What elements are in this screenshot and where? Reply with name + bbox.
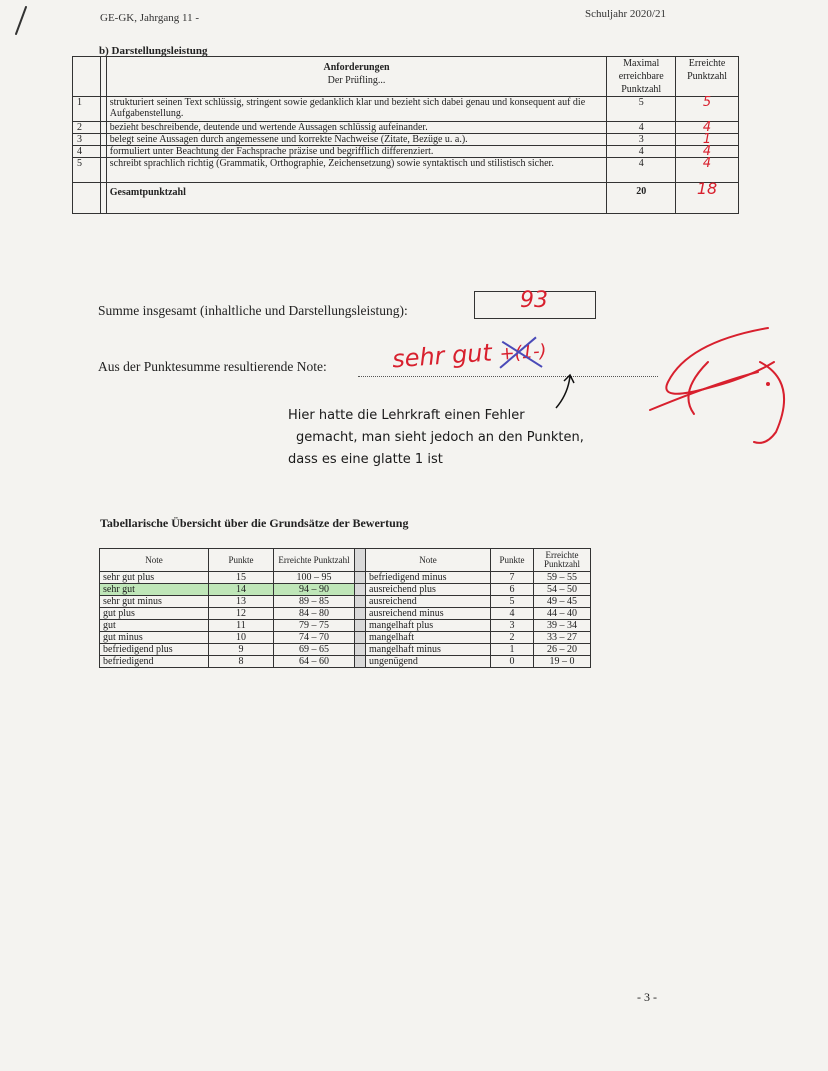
row-got: 4: [676, 122, 739, 134]
strike-cross-icon: [496, 334, 558, 374]
criteria-header-requirements: [106, 57, 607, 97]
grade-line: [358, 376, 658, 377]
signature-icon: [648, 322, 798, 452]
grading-row: sehr gut minus 13 89 – 85 ausreichend 5 49 – 45: [100, 596, 591, 608]
note-line-3: dass es eine glatte 1 ist: [288, 452, 443, 467]
criteria-row: [73, 122, 739, 134]
header-left: GE-GK, Jahrgang 11 -: [100, 12, 199, 24]
row-text: formuliert unter Beachtung der Fachsprache präzise und begrifflich differenziert.: [106, 146, 607, 158]
row-max: 4: [607, 158, 676, 183]
row-text: belegt seine Aussagen durch angemessene und korrekte Nachweise (Zitate, Bezüge u. a.).: [106, 134, 607, 146]
grading-table: [99, 548, 591, 668]
row-max: 5: [607, 97, 676, 122]
criteria-table: [72, 56, 739, 214]
grading-row: sehr gut plus 15 100 – 95 befriedigend minus 7 59 – 55: [100, 572, 591, 584]
note-line-2: gemacht, man sieht jedoch an den Punkten,: [296, 430, 584, 445]
row-got: 1: [676, 134, 739, 146]
criteria-row: [73, 134, 739, 146]
grading-row: gut 11 79 – 75 mangelhaft plus 3 39 – 34: [100, 620, 591, 632]
sum-value: 93: [520, 288, 548, 313]
row-number: 5: [73, 158, 101, 183]
criteria-row: [73, 97, 739, 122]
page-number: - 3 -: [637, 990, 657, 1004]
grading-table-title: Tabellarische Übersicht über die Grundsätze der Bewertung: [100, 516, 409, 530]
grading-row: gut minus 10 74 – 70 mangelhaft 2 33 – 27: [100, 632, 591, 644]
row-number: 3: [73, 134, 101, 146]
header-range: Erreichte Punktzahl: [274, 549, 355, 572]
row-text: strukturiert seinen Text schlüssig, stringent sowie gedanklich klar und bezieht sich dabei genau und konsequent auf die Aufgabenstellung.: [106, 97, 607, 122]
criteria-section-title: b) Darstellungsleistung: [99, 45, 208, 57]
header-note: Note: [100, 549, 209, 572]
row-text: schreibt sprachlich richtig (Grammatik, Orthographie, Zeichensetzung) sowie syntaktisch und stilistisch sicher.: [106, 158, 607, 183]
row-got: 4: [676, 158, 739, 183]
grade-value-handwritten: [391, 335, 547, 374]
grade-struck: +(1-): [499, 341, 547, 365]
grading-header-row: [100, 549, 591, 572]
grading-row-highlighted: sehr gut 14 94 – 90 ausreichend plus 6 54 – 50: [100, 584, 591, 596]
grading-row: gut plus 12 84 – 80 ausreichend minus 4 44 – 40: [100, 608, 591, 620]
req-sub: Der Prüfling...: [327, 75, 386, 86]
header-punkte-2: Punkte: [491, 549, 534, 572]
total-got: 18: [676, 183, 739, 214]
header-range-2: Erreichte Punktzahl: [534, 549, 591, 572]
criteria-header-row: [73, 57, 739, 97]
header-punkte: Punkte: [209, 549, 274, 572]
col-got-header: Erreichte Punktzahl: [676, 57, 739, 97]
row-got: 5: [676, 97, 739, 122]
row-max: 4: [607, 122, 676, 134]
row-number: 1: [73, 97, 101, 122]
criteria-row: [73, 158, 739, 183]
row-got: 4: [676, 146, 739, 158]
criteria-total-row: [73, 183, 739, 214]
header-note-2: Note: [366, 549, 491, 572]
grade-label: Aus der Punktesumme resultierende Note:: [98, 359, 327, 374]
grading-row: befriedigend 8 64 – 60 ungenügend 0 19 – 0: [100, 656, 591, 668]
criteria-row: [73, 146, 739, 158]
row-number: 4: [73, 146, 101, 158]
col-max-header: Maximal erreichbare Punktzahl: [607, 57, 676, 97]
handwritten-note: [288, 405, 618, 471]
sum-label: Summe insgesamt (inhaltliche und Darstellungsleistung):: [98, 303, 408, 318]
note-line-1: Hier hatte die Lehrkraft einen Fehler: [288, 408, 525, 423]
row-max: 4: [607, 146, 676, 158]
grading-row: befriedigend plus 9 69 – 65 mangelhaft minus 1 26 – 20: [100, 644, 591, 656]
total-max: 20: [607, 183, 676, 214]
row-text: bezieht beschreibende, deutende und wertende Aussagen schlüssig aufeinander.: [106, 122, 607, 134]
header-right: Schuljahr 2020/21: [585, 8, 666, 20]
total-label: Gesamtpunktzahl: [106, 183, 607, 214]
req-title: Anforderungen: [323, 62, 390, 73]
row-max: 3: [607, 134, 676, 146]
grade-value: sehr gut: [391, 338, 493, 374]
pencil-mark-icon: [8, 4, 32, 38]
row-number: 2: [73, 122, 101, 134]
